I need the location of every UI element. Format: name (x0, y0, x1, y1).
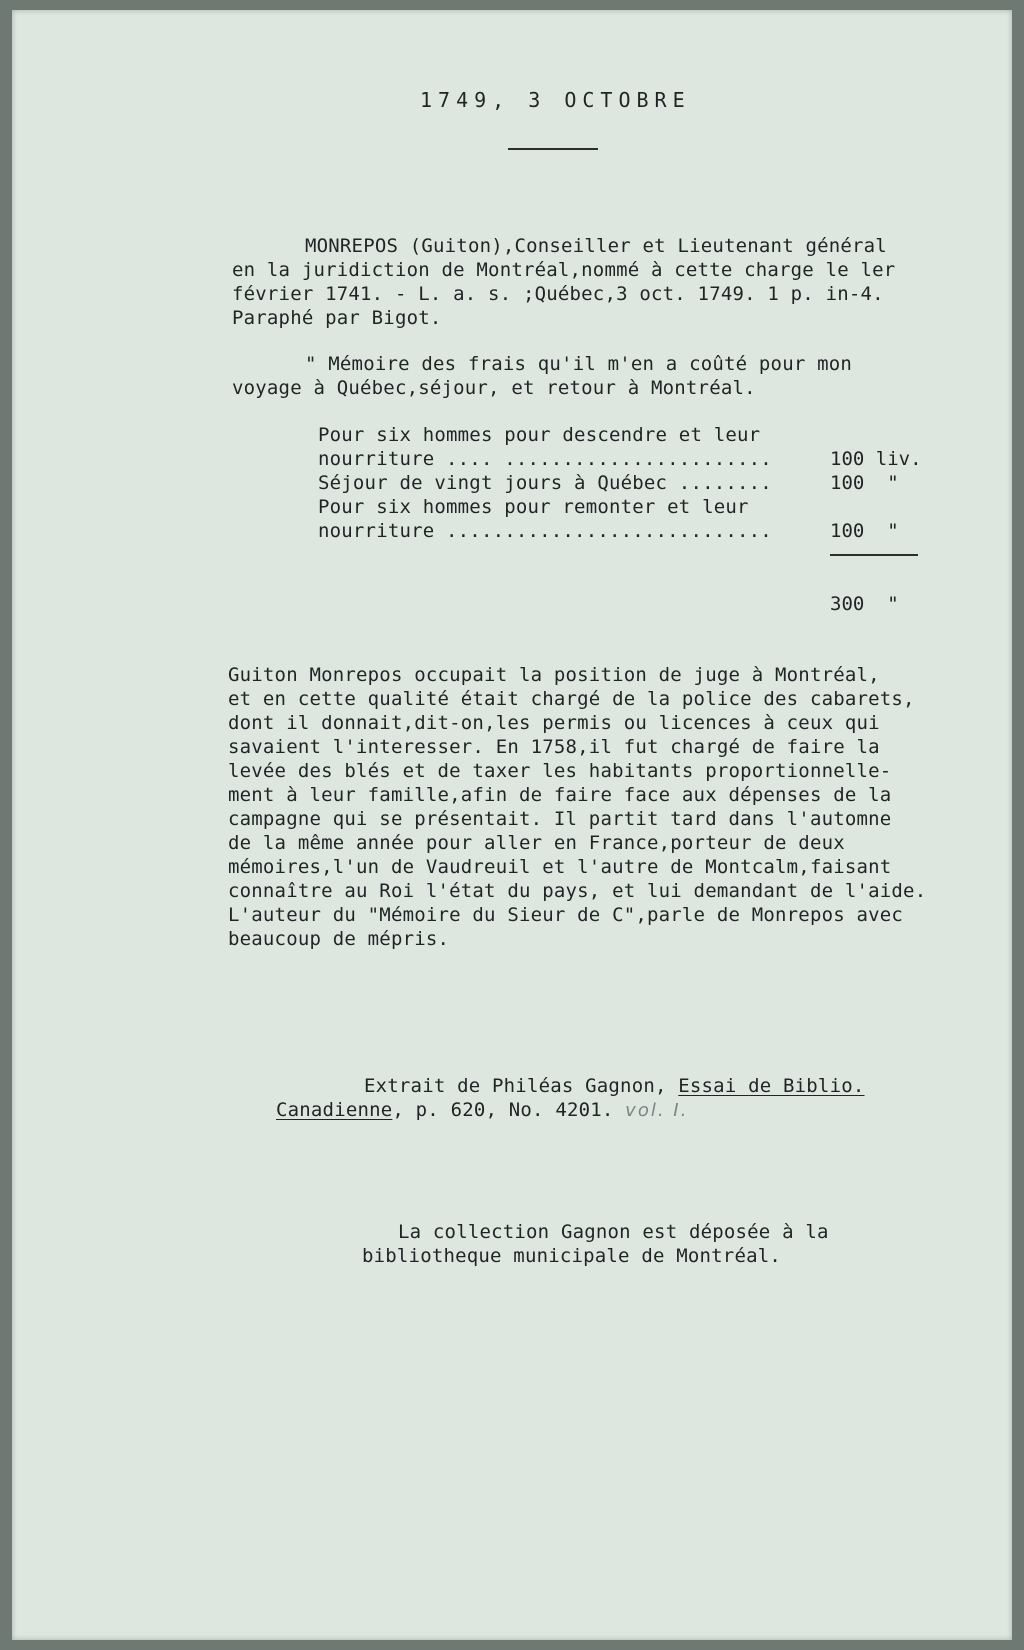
title-rule (508, 148, 598, 150)
note-line: ment à leur famille,afin de faire face aux dépenses de la (228, 784, 892, 806)
entry-line: Paraphé par Bigot. (232, 307, 442, 329)
expense-total: 300 " (830, 593, 899, 615)
expense-label: nourriture .... ....................... (318, 448, 772, 470)
source-suffix: , p. 620, No. 4201. (392, 1099, 614, 1121)
source-title-cont: Canadienne (276, 1099, 393, 1121)
expense-label: Séjour de vingt jours à Québec ........ (318, 472, 772, 494)
deposit-line: La collection Gagnon est déposée à la (398, 1221, 829, 1243)
source-prefix: Extrait de Philéas Gagnon, (364, 1075, 679, 1097)
source-line (364, 1074, 865, 1098)
note-line: L'auteur du "Mémoire du Sieur de C",parle de Monrepos avec (228, 904, 904, 926)
note-line: et en cette qualité était chargé de la police des cabarets, (228, 688, 915, 710)
document-page (12, 10, 1012, 1640)
note-line: savaient l'interesser. En 1758,il fut chargé de faire la (228, 736, 880, 758)
note-line: connaître au Roi l'état du pays, et lui demandant de l'aide. (228, 880, 927, 902)
expense-amount: 100 liv. (830, 448, 922, 470)
entry-line: MONREPOS (Guiton),Conseiller et Lieutenant général (305, 235, 887, 257)
expense-label: Pour six hommes pour descendre et leur (318, 424, 761, 446)
entry-line: février 1741. - L. a. s. ;Québec,3 oct. 1749. 1 p. in-4. (232, 283, 884, 305)
handwritten-note: vol. I. (625, 1100, 689, 1121)
source-title: Essai de Biblio. (678, 1075, 865, 1097)
total-rule (830, 554, 918, 556)
note-line: beaucoup de mépris. (228, 928, 450, 950)
document-date: 1749, 3 OCTOBRE (420, 88, 691, 112)
expense-amount: 100 " (830, 472, 899, 494)
expense-amount: 100 " (830, 520, 899, 542)
note-line: de la même année pour aller en France,porteur de deux (228, 832, 845, 854)
expense-label: Pour six hommes pour remonter et leur (318, 496, 749, 518)
entry-line: en la juridiction de Montréal,nommé à cette charge le ler (232, 259, 896, 281)
quote-line: " Mémoire des frais qu'il m'en a coûté pour mon (305, 353, 853, 375)
expense-label: nourriture ............................ (318, 520, 772, 542)
note-line: dont il donnait,dit-on,les permis ou licences à ceux qui (228, 712, 880, 734)
note-line: campagne qui se présentait. Il partit tard dans l'automne (228, 808, 892, 830)
note-line: mémoires,l'un de Vaudreuil et l'autre de Montcalm,faisant (228, 856, 892, 878)
quote-line: voyage à Québec,séjour, et retour à Montréal. (232, 377, 756, 399)
note-line: levée des blés et de taxer les habitants proportionnelle- (228, 760, 892, 782)
note-line: Guiton Monrepos occupait la position de juge à Montréal, (228, 664, 880, 686)
deposit-line: bibliotheque municipale de Montréal. (362, 1245, 782, 1267)
source-line (276, 1098, 688, 1123)
